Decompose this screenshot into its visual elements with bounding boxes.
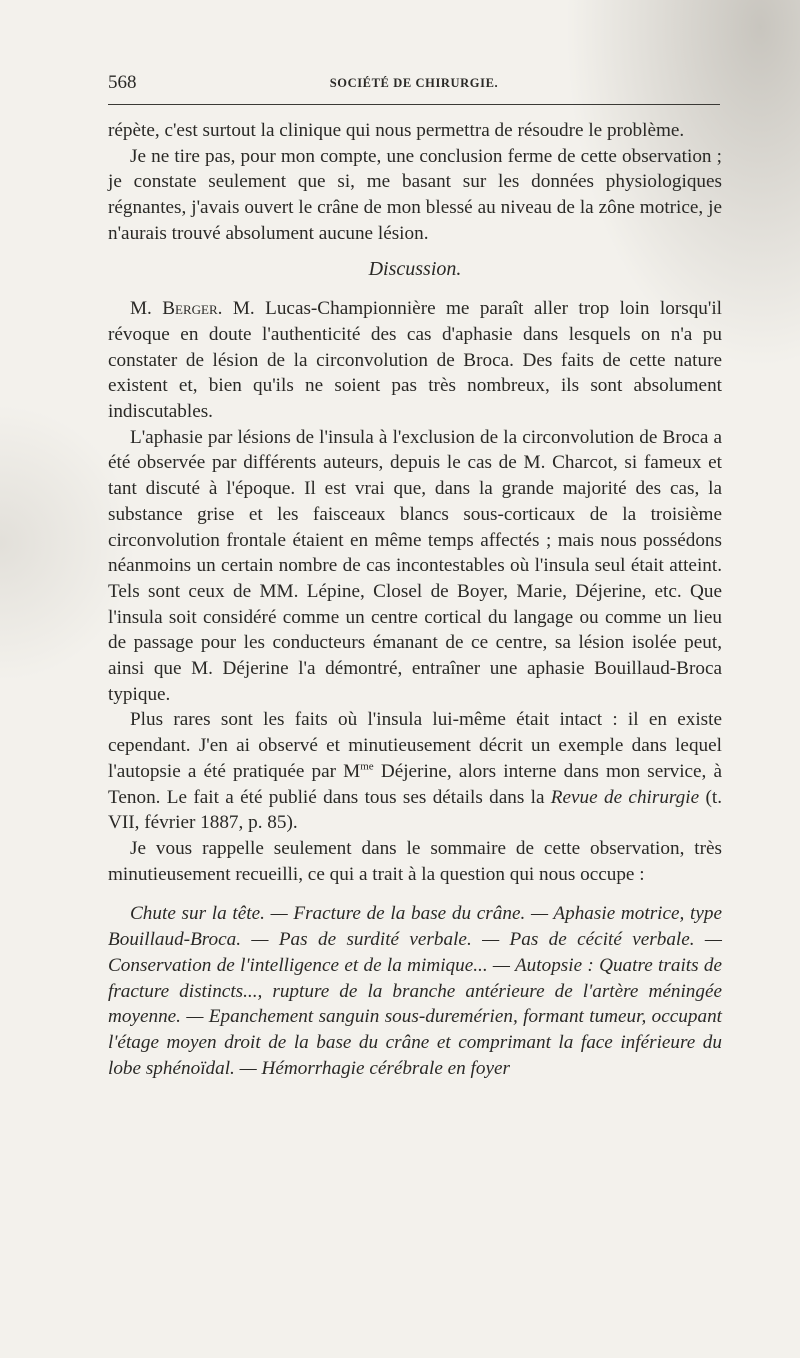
paragraph-2: Je ne tire pas, pour mon compte, une conclusion ferme de cette observation ; je constate seulement que si, me basant sur les données physiologiques régnantes, j'avais ouvert le crâne de mon blessé au niveau de la zône motrice, je n'aurais trouvé absolument aucune lésion. [108,145,722,244]
paragraph-3 [108,296,722,425]
paragraph-5-part-2: Déjerine, alors interne dans mon service, à Tenon. Le fait a été publié dans tous ses détails dans la [108,760,723,808]
paragraph-6: Je vous rappelle seulement dans le sommaire de cette observation, très minutieusement recueilli, ce qui a trait à la question qui nous occupe : [108,837,722,885]
section-title: Discussion. [368,257,462,280]
speaker-name: M. Berger. [130,298,223,320]
running-title: SOCIÉTÉ DE CHIRURGIE. [329,76,499,90]
page-number: 568 [108,72,137,93]
paragraph-5-part-1: Plus rares sont les faits où l'insula lui-même était intact : il en existe cependant. J'en ai observé et minutieusement décrit un exemple dans lequel l'autopsie a été pratiquée par M [108,709,722,782]
observation-summary: Chute sur la tête. — Fracture de la base du crâne. — Aphasie motrice, type Bouillaud-Broca. — Pas de surdité verbale. — Pas de cécité verbale. — Conservation de l'intelligence et de la mimique... — Autopsie : Quatre traits de fracture distincts..., rupture de la branche antérieure de l'artère méningée moyenne. — Epanchement sanguin sous-duremérien, formant tumeur, occupant l'étage moyen droit de la base du crâne et comprimant la face inférieure du lobe sphénoïdal. — Hémorrhagie cérébrale en foyer [108,903,722,1079]
paragraph-1: répète, c'est surtout la clinique qui nous permettra de résoudre le problème. [108,120,685,141]
page-header [108,72,720,96]
header-rule [108,104,720,105]
paragraph-4: L'aphasie par lésions de l'insula à l'exclusion de la circonvolution de Broca a été observée par différents auteurs, depuis le cas de M. Charcot, si fameux et tant discuté à l'époque. Il est vrai que, dans la grande majorité des cas, la substance grise et les faisceaux blancs sous-corticaux de la troisième circonvolution frontale étaient en même temps affectés ; mais nous possédons néanmoins un certain nombre de cas incontestables où l'insula seul était atteint. Tels sont ceux de MM. Lépine, Closel de Boyer, Marie, Déjerine, etc. Que l'insula soit considéré comme un centre cortical du langage ou comme un lieu de passage pour les conducteurs émanant de ce centre, sa lésion isolée peut, ainsi que M. Déjerine l'a démontré, entraîner une aphasie Bouillaud-Broca typique. [108,426,722,705]
paragraph-3-text: M. Lucas-Championnière me paraît aller trop loin lorsqu'il révoque en doute l'authenticité des cas d'aphasie dans lesquels on n'a pu constater de lésion de la circonvolution de Broca. Des faits de cette nature existent et, bien qu'ils ne soient pas très nombreux, ils sont absolument indiscutables. [108,298,722,423]
superscript-me: me [360,760,374,773]
journal-title: Revue de chirurgie [550,786,700,808]
paragraph-5-part-3: (t. VII, février 1887, p. 85). [108,786,722,834]
paragraph-5 [108,707,722,836]
body-text [108,118,722,1081]
